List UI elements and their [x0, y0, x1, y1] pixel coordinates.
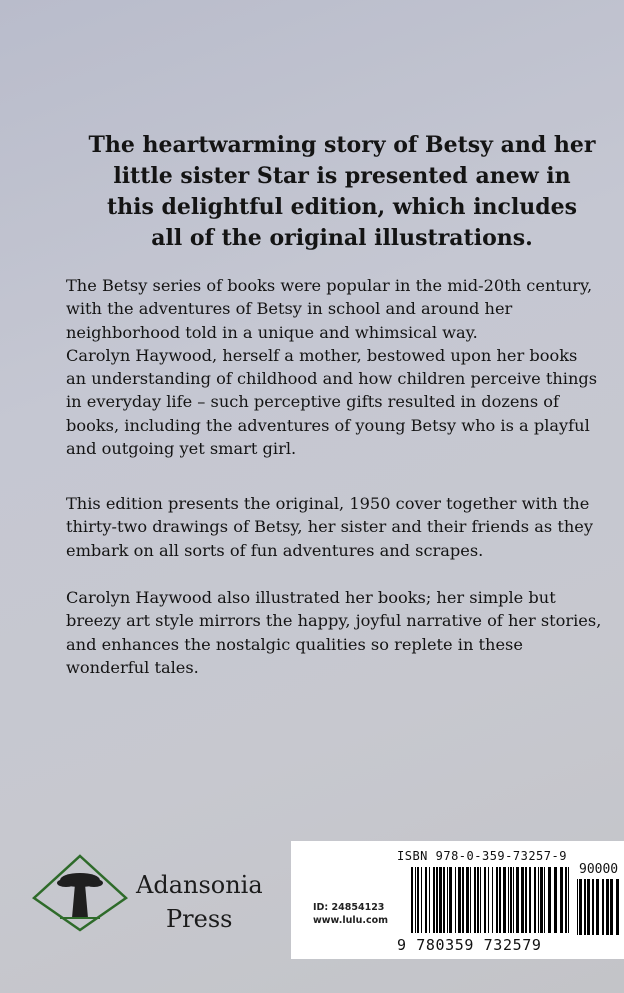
- barcode-stripe: [592, 879, 594, 935]
- barcode-stripe: [610, 879, 613, 935]
- barcode-stripe: [579, 879, 582, 935]
- description-paragraph-3: [66, 586, 622, 679]
- barcode-stripe: [538, 867, 539, 933]
- barcode-stripe: [560, 867, 563, 933]
- barcode-stripe: [596, 879, 599, 935]
- barcode-digits: 9 780359 732579: [397, 936, 542, 954]
- barcode-stripe: [421, 867, 422, 933]
- barcode-stripe: [429, 867, 430, 933]
- text-line: The Betsy series of books were popular in the mid-20th century,: [66, 276, 593, 295]
- headline: [70, 130, 614, 254]
- barcode-stripe: [466, 867, 469, 933]
- barcode-stripe: [462, 867, 464, 933]
- description-paragraph-2: [66, 492, 622, 562]
- barcode-stripe: [417, 867, 419, 933]
- text-line: an understanding of childhood and how children perceive things: [66, 369, 598, 389]
- price-code: 90000: [579, 862, 619, 877]
- text-line: thirty-two drawings of Betsy, her sister and their friends as they: [66, 517, 593, 537]
- text-line: in everyday life – such perceptive gifts resulted in dozens of: [66, 392, 560, 412]
- barcode-stripe: [492, 867, 493, 933]
- barcode-stripe: [513, 867, 514, 933]
- text-line: with the adventures of Betsy in school and around her: [66, 299, 513, 319]
- text-line: embark on all sorts of fun adventures and scrapes.: [66, 540, 484, 560]
- lulu-website: www.lulu.com: [313, 915, 389, 926]
- barcode-stripe: [540, 867, 543, 933]
- barcode-stripe: [544, 867, 545, 933]
- barcode-stripe: [554, 867, 557, 933]
- barcode-stripe: [508, 867, 509, 933]
- barcode-stripe: [449, 867, 452, 933]
- text-line: wonderful tales.: [66, 657, 199, 677]
- headline-line: little sister Star is presented anew in: [113, 163, 571, 189]
- isbn-barcode: [411, 867, 571, 937]
- barcode-stripe: [548, 867, 551, 933]
- description-paragraph-1: [66, 274, 622, 460]
- barcode-stripe: [565, 867, 567, 933]
- barcode-box: [291, 841, 624, 959]
- barcode-stripe: [516, 867, 519, 933]
- barcode-stripe: [447, 867, 448, 933]
- lulu-info: [313, 901, 388, 927]
- publisher-name-line2: Press: [166, 905, 233, 933]
- text-line: and outgoing yet smart girl.: [66, 439, 297, 459]
- text-line: This edition presents the original, 1950 cover together with the: [66, 494, 590, 513]
- barcode-stripe: [602, 879, 604, 935]
- barcode-stripe: [503, 867, 506, 933]
- barcode-stripe: [584, 879, 586, 935]
- barcode-stripe: [499, 867, 501, 933]
- barcode-stripe: [443, 867, 445, 933]
- barcode-stripe: [616, 879, 619, 935]
- publisher-logo: [30, 852, 290, 932]
- barcode-stripe: [496, 867, 498, 933]
- barcode-stripe: [455, 867, 456, 933]
- text-line: books, including the adventures of young Betsy who is a playful: [66, 415, 590, 435]
- publisher-name: [136, 868, 263, 936]
- barcode-stripe: [470, 867, 471, 933]
- text-line: neighborhood told in a unique and whimsical way.: [66, 322, 478, 342]
- barcode-stripe: [606, 879, 609, 935]
- barcode-stripe: [587, 879, 590, 935]
- barcode-stripe: [577, 879, 578, 935]
- barcode-stripe: [480, 867, 481, 933]
- barcode-stripe: [521, 867, 524, 933]
- baobab-tree-icon: [30, 852, 130, 932]
- headline-line: this delightful edition, which includes: [106, 194, 578, 220]
- barcode-stripe: [439, 867, 442, 933]
- text-line: breezy art style mirrors the happy, joyful narrative of her stories,: [66, 611, 602, 631]
- barcode-stripe: [525, 867, 527, 933]
- barcode-stripe: [425, 867, 427, 933]
- barcode-stripe: [477, 867, 479, 933]
- text-line: Carolyn Haywood, herself a mother, bestowed upon her books: [66, 345, 578, 365]
- barcode-stripe: [415, 867, 416, 933]
- text-line: Carolyn Haywood also illustrated her books; her simple but: [66, 588, 556, 607]
- barcode-stripe: [436, 867, 438, 933]
- isbn-label: ISBN 978-0-359-73257-9: [397, 849, 567, 863]
- barcode-stripe: [411, 867, 413, 933]
- publisher-name-line1: Adansonia: [136, 871, 263, 899]
- barcode-stripe: [529, 867, 531, 933]
- barcode-stripe: [458, 867, 461, 933]
- barcode-stripe: [488, 867, 489, 933]
- lulu-id: ID: 24854123: [313, 902, 385, 913]
- barcode-stripe: [474, 867, 476, 933]
- text-line: and enhances the nostalgic qualities so replete in these: [66, 634, 523, 654]
- barcode-stripe: [433, 867, 435, 933]
- barcode-stripe: [484, 867, 486, 933]
- price-barcode: [577, 879, 621, 937]
- headline-line: all of the original illustrations.: [151, 225, 533, 251]
- barcode-stripe: [534, 867, 536, 933]
- headline-line: The heartwarming story of Betsy and her: [88, 132, 596, 158]
- barcode-stripe: [568, 867, 569, 933]
- barcode-stripe: [510, 867, 512, 933]
